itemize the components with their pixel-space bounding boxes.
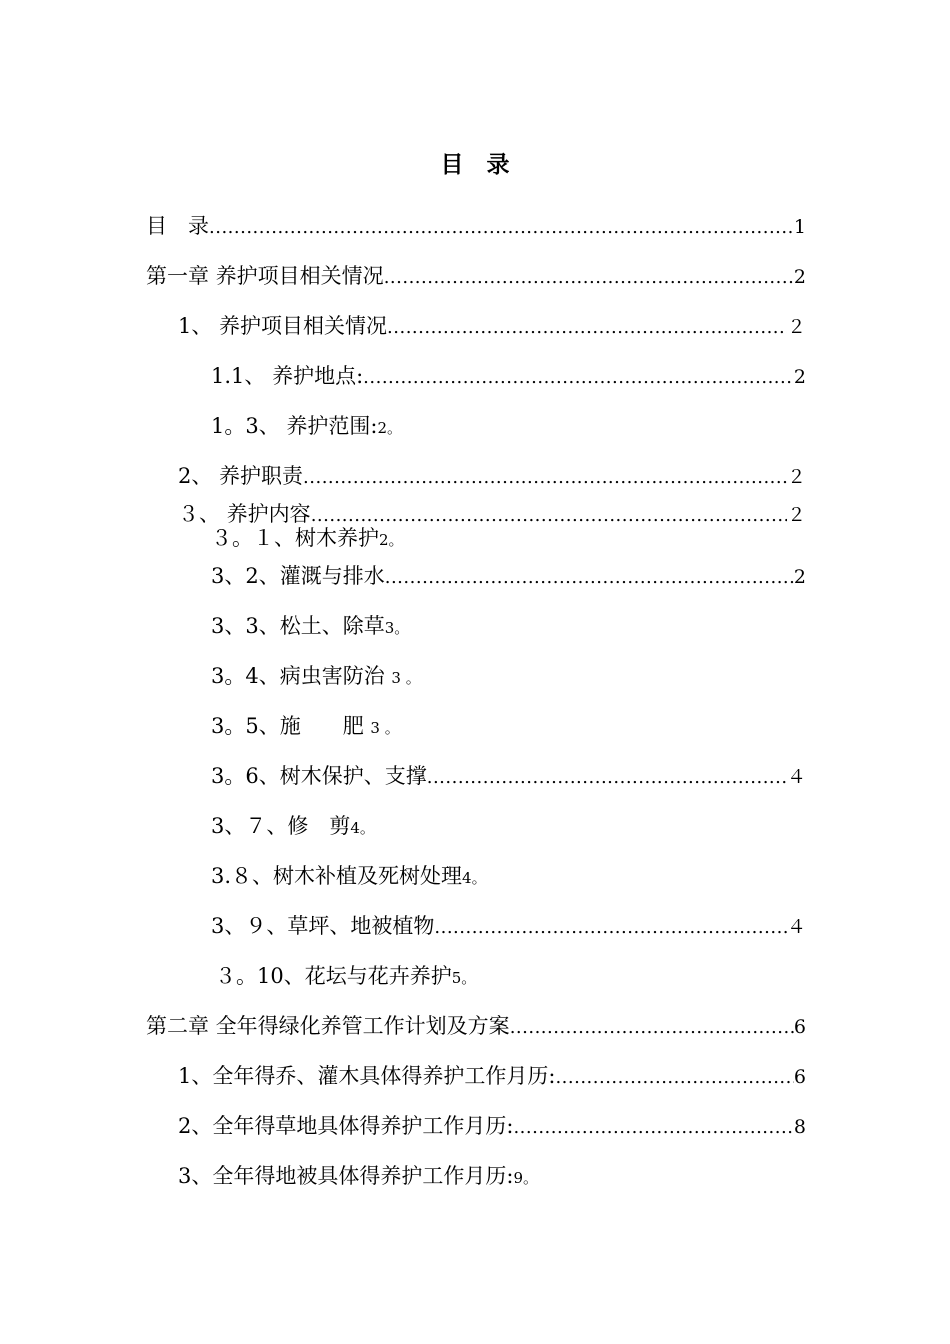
- toc-page-number: 1: [793, 216, 806, 238]
- toc-entry-3-4[interactable]: [211, 662, 421, 690]
- toc-leader: [513, 1114, 793, 1142]
- toc-page-number: 8: [793, 1116, 806, 1138]
- toc-page-number: 2: [793, 366, 806, 388]
- toc-entry-ch2-2[interactable]: [178, 1112, 806, 1140]
- toc-leader: [385, 564, 794, 592]
- toc-entry-label: 第一章 养护项目相关情况: [146, 264, 384, 288]
- toc-entry-3-8[interactable]: [211, 862, 487, 890]
- toc-entry-3-10[interactable]: [215, 962, 476, 990]
- toc-leader: [387, 314, 787, 342]
- toc-entry-label: 2、 养护职责: [178, 464, 304, 488]
- toc-entry-chapter-2[interactable]: [146, 1012, 806, 1040]
- toc-entry-2[interactable]: [178, 462, 806, 490]
- toc-entry-ch2-3[interactable]: [178, 1162, 538, 1190]
- toc-entry-1-1[interactable]: [211, 362, 806, 390]
- toc-entry-label: ３、 养护内容: [178, 502, 311, 526]
- toc-leader: [555, 1064, 793, 1092]
- toc-page-number: ４: [786, 916, 806, 938]
- toc-entry-3-6[interactable]: [211, 762, 806, 790]
- toc-entry-label: 3、７、修 剪: [211, 814, 351, 838]
- toc-page-number: ２: [786, 504, 806, 526]
- toc-entry-1[interactable]: [178, 312, 806, 340]
- toc-page-number: 4。: [462, 869, 487, 887]
- toc-entry-label: 3、９、草坪、地被植物: [211, 914, 435, 938]
- toc-entry-label: 1。3、 养护范围:: [211, 414, 378, 438]
- toc-leader: [363, 364, 794, 392]
- toc-entry-label: 第二章 全年得绿化养管工作计划及方案: [146, 1014, 510, 1038]
- toc-entry-chapter-1[interactable]: [146, 262, 806, 290]
- toc-entry-3-1[interactable]: [211, 524, 404, 552]
- toc-page-number: ２: [786, 316, 806, 338]
- toc-entry-3-3[interactable]: [211, 612, 409, 640]
- page-title: 目 录: [440, 151, 510, 178]
- toc-entry-3-5[interactable]: [211, 712, 400, 740]
- toc-page-number: 3 。: [370, 719, 400, 737]
- toc-entry-3-7[interactable]: [211, 812, 375, 840]
- toc-page-number: 4。: [350, 819, 375, 837]
- toc-page-number: 2: [793, 266, 806, 288]
- toc-entry-contents[interactable]: [146, 212, 806, 240]
- toc-leader: [209, 214, 794, 242]
- toc-entry-label: ３。１、树木养护: [211, 526, 379, 550]
- toc-page-number: 6: [793, 1016, 806, 1038]
- toc-page-number: 5。: [451, 969, 477, 987]
- toc-entry-label: 3。6、树木保护、支撑: [211, 764, 427, 788]
- toc-entry-label: 3.８、树木补植及死树处理: [211, 864, 463, 888]
- toc-entry-3-9[interactable]: [211, 912, 806, 940]
- toc-entry-3-2[interactable]: [211, 562, 806, 590]
- toc-entry-label: 2、全年得草地具体得养护工作月历:: [178, 1114, 514, 1138]
- toc-entry-label: 1、 养护项目相关情况: [178, 314, 388, 338]
- toc-page-number: 2。: [379, 531, 404, 549]
- toc-page-number: ２: [786, 466, 806, 488]
- toc-leader: [434, 914, 787, 942]
- toc-entry-1-3[interactable]: [211, 412, 402, 440]
- toc-entry-label: 3、3、松土、除草: [211, 614, 385, 638]
- toc-entry-label: 3、全年得地被具体得养护工作月历:: [178, 1164, 514, 1188]
- toc-page-number: 2: [793, 566, 806, 588]
- toc-entry-label: 目 录: [146, 214, 209, 238]
- toc-entry-label: 1、全年得乔、灌木具体得养护工作月历:: [178, 1064, 556, 1088]
- toc-entry-label: 3。5、施 肥: [211, 714, 364, 738]
- toc-entry-label: 3。4、病虫害防治: [211, 664, 385, 688]
- toc-page-number: 3。: [384, 619, 410, 637]
- toc-page-number: 6: [793, 1066, 806, 1088]
- toc-leader: [510, 1014, 794, 1042]
- toc-entry-label: 3、2、灌溉与排水: [211, 564, 385, 588]
- toc-page-number: 9。: [513, 1169, 538, 1187]
- toc-leader: [427, 764, 787, 792]
- toc-page-number: 3 。: [391, 669, 421, 687]
- toc-page-number: 2。: [377, 419, 403, 437]
- toc-entry-label: ３。10、花坛与花卉养护: [215, 964, 452, 988]
- toc-entry-ch2-1[interactable]: [178, 1062, 806, 1090]
- toc-leader: [303, 464, 787, 492]
- toc-page-number: ４: [786, 766, 806, 788]
- toc-leader: [384, 264, 794, 292]
- toc-entry-label: 1.1、 养护地点:: [211, 364, 364, 388]
